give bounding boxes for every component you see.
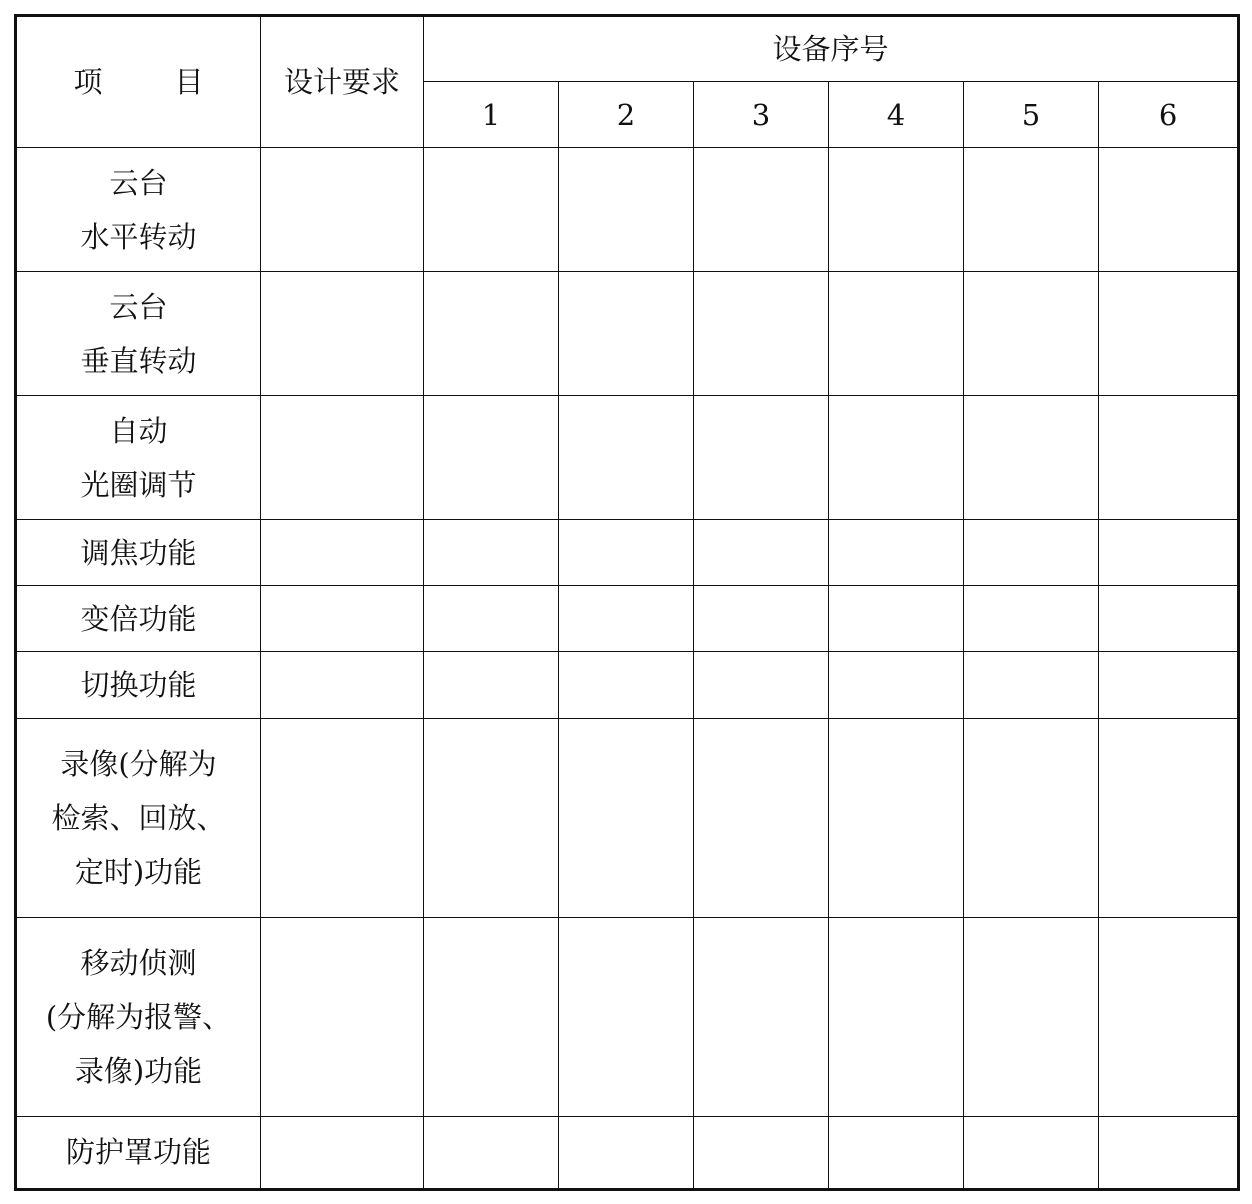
device-cell (559, 396, 694, 520)
item-line: 录像)功能 (74, 1053, 203, 1088)
device-cell (424, 586, 559, 652)
device-number-cell (424, 82, 559, 148)
device-number: 6 (1158, 97, 1178, 132)
device-cell (559, 148, 694, 272)
device-cell (424, 520, 559, 586)
device-cell (964, 718, 1099, 917)
device-cell (964, 1116, 1099, 1189)
header-design-cell (261, 16, 424, 148)
item-line: 水平转动 (80, 219, 197, 254)
device-cell (694, 396, 829, 520)
device-cell (1099, 520, 1239, 586)
item-cell (16, 272, 261, 396)
device-number: 5 (1021, 97, 1041, 132)
device-cell (424, 148, 559, 272)
device-cell (559, 272, 694, 396)
header-item-cell (16, 16, 261, 148)
device-cell (694, 652, 829, 718)
table-row (16, 272, 1239, 396)
device-cell (694, 272, 829, 396)
design-cell (261, 917, 424, 1116)
device-cell (694, 148, 829, 272)
design-cell (261, 652, 424, 718)
item-cell (16, 148, 261, 272)
table-row (16, 917, 1239, 1116)
device-cell (964, 396, 1099, 520)
item-line: 光圈调节 (80, 467, 197, 502)
header-item-label-right: 目 (174, 65, 204, 100)
device-cell (829, 272, 964, 396)
device-cell (559, 652, 694, 718)
device-cell (424, 718, 559, 917)
device-cell (1099, 718, 1239, 917)
table-row (16, 1116, 1239, 1189)
device-cell (1099, 917, 1239, 1116)
item-line: 切换功能 (80, 667, 197, 702)
device-cell (424, 396, 559, 520)
device-cell (1099, 586, 1239, 652)
item-line: 定时)功能 (74, 854, 203, 889)
item-line: 录像(分解为 (60, 746, 217, 781)
item-line: 防护罩功能 (65, 1135, 211, 1170)
device-cell (964, 272, 1099, 396)
item-cell (16, 718, 261, 917)
design-cell (261, 148, 424, 272)
device-cell (829, 1116, 964, 1189)
table-row (16, 586, 1239, 652)
header-item-label-left: 项 (73, 65, 103, 100)
table-row (16, 652, 1239, 718)
device-cell (1099, 652, 1239, 718)
device-number-cell (829, 82, 964, 148)
device-cell (964, 520, 1099, 586)
device-cell (694, 917, 829, 1116)
item-line: 变倍功能 (80, 601, 197, 636)
table-row (16, 396, 1239, 520)
design-cell (261, 396, 424, 520)
header-design-label: 设计要求 (283, 65, 400, 100)
design-cell (261, 272, 424, 396)
table-row (16, 718, 1239, 917)
device-cell (559, 1116, 694, 1189)
inspection-table (14, 14, 1240, 1191)
device-cell (694, 718, 829, 917)
device-cell (829, 586, 964, 652)
table-row (16, 148, 1239, 272)
device-cell (1099, 1116, 1239, 1189)
design-cell (261, 718, 424, 917)
device-cell (424, 652, 559, 718)
device-cell (964, 148, 1099, 272)
device-cell (559, 520, 694, 586)
device-number: 2 (616, 97, 636, 132)
device-cell (829, 148, 964, 272)
design-cell (261, 586, 424, 652)
device-number-cell (964, 82, 1099, 148)
item-line: 垂直转动 (80, 343, 197, 378)
design-cell (261, 520, 424, 586)
device-cell (694, 586, 829, 652)
item-line: 检索、回放、 (51, 800, 226, 835)
device-cell (424, 1116, 559, 1189)
device-cell (694, 1116, 829, 1189)
header-devices-label: 设备序号 (772, 32, 889, 67)
device-cell (964, 652, 1099, 718)
device-cell (829, 652, 964, 718)
device-number: 1 (481, 97, 501, 132)
item-line: 云台 (109, 289, 168, 324)
item-cell (16, 586, 261, 652)
item-cell (16, 396, 261, 520)
device-cell (424, 272, 559, 396)
device-cell (829, 520, 964, 586)
item-line: (分解为报警、 (45, 999, 232, 1034)
item-line: 移动侦测 (80, 945, 197, 980)
item-cell (16, 520, 261, 586)
device-number-cell (1099, 82, 1239, 148)
design-cell (261, 1116, 424, 1189)
device-number: 3 (751, 97, 771, 132)
device-number-cell (559, 82, 694, 148)
item-cell (16, 917, 261, 1116)
device-cell (424, 917, 559, 1116)
item-cell (16, 1116, 261, 1189)
device-cell (964, 917, 1099, 1116)
device-cell (559, 718, 694, 917)
item-line: 云台 (109, 165, 168, 200)
device-cell (1099, 272, 1239, 396)
header-devices-cell (424, 16, 1239, 82)
item-cell (16, 652, 261, 718)
device-cell (1099, 396, 1239, 520)
device-number: 4 (886, 97, 906, 132)
device-cell (694, 520, 829, 586)
item-line: 调焦功能 (80, 535, 197, 570)
device-cell (559, 586, 694, 652)
table-row (16, 520, 1239, 586)
item-line: 自动 (109, 413, 168, 448)
device-cell (1099, 148, 1239, 272)
device-cell (559, 917, 694, 1116)
device-cell (964, 586, 1099, 652)
device-cell (829, 917, 964, 1116)
device-cell (829, 396, 964, 520)
device-cell (829, 718, 964, 917)
device-number-cell (694, 82, 829, 148)
